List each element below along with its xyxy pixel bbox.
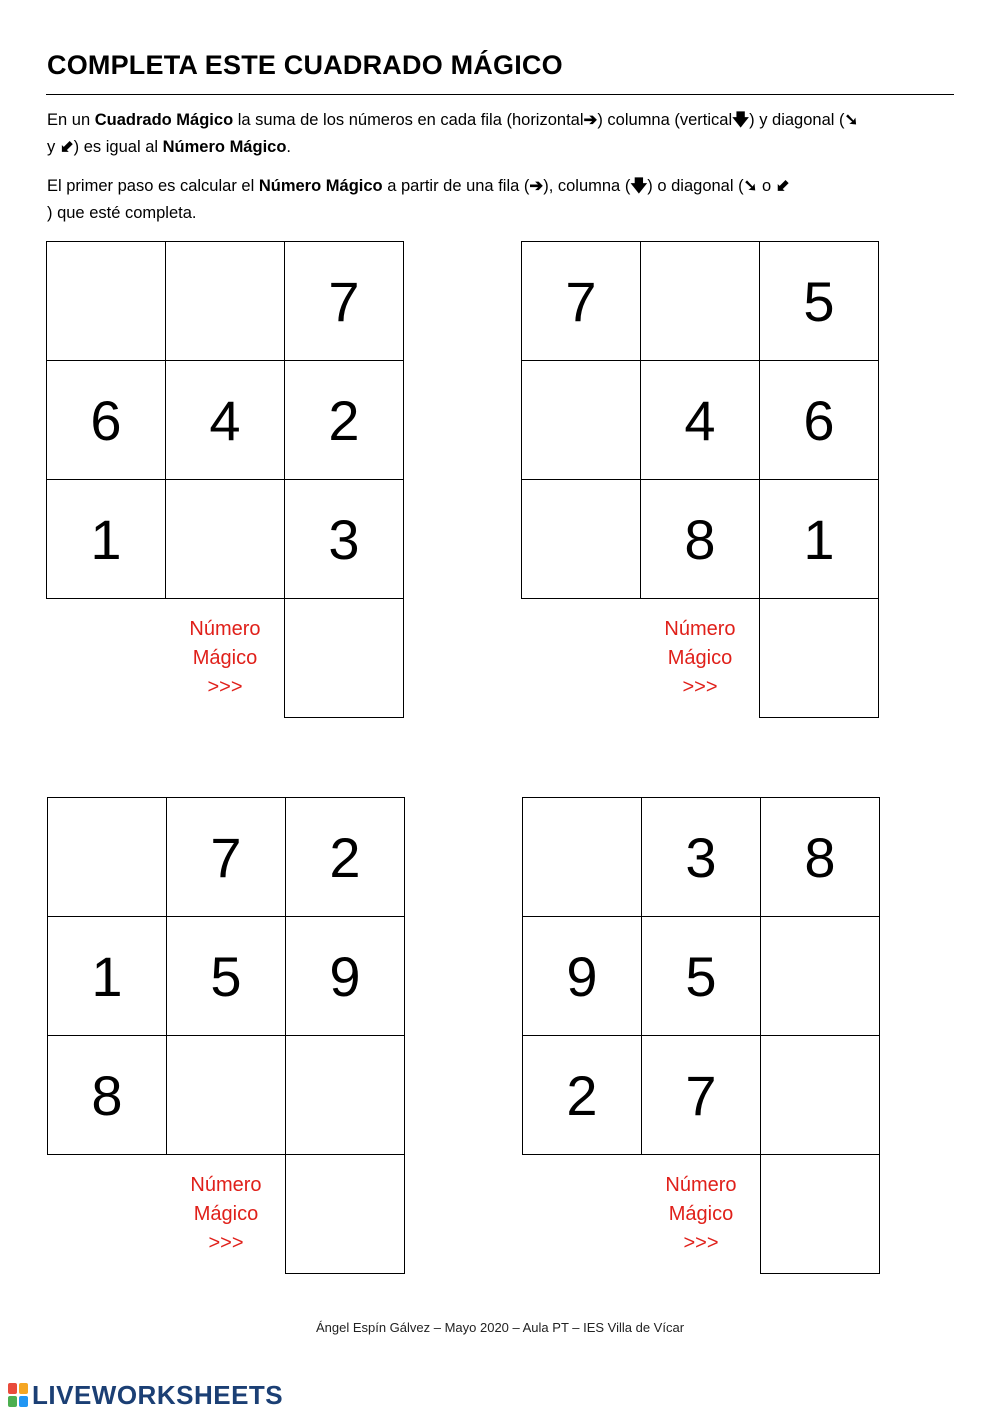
intro-text: ) es igual al	[73, 138, 163, 156]
grid-cell	[641, 1035, 761, 1155]
cell-number: 9	[329, 944, 361, 1008]
cell-answer-input[interactable]	[47, 242, 165, 360]
grid-cell	[759, 360, 879, 480]
cell-answer-input[interactable]	[166, 480, 284, 598]
grid-cell	[46, 360, 166, 480]
intro-bold-term: Número Mágico	[162, 138, 287, 156]
cell-answer-input[interactable]	[48, 798, 166, 916]
arrow-diagonal-down-left-icon: ⬋	[775, 177, 790, 195]
instructions-paragraph-2	[47, 173, 957, 227]
grid-cell[interactable]	[165, 479, 285, 599]
grid-cell	[285, 797, 405, 917]
magic-number-label	[166, 1171, 286, 1258]
grid-cell[interactable]	[285, 1035, 405, 1155]
cell-answer-input[interactable]	[167, 1036, 285, 1154]
magic-number-label-line: Número	[665, 1174, 737, 1196]
grid-cell	[641, 797, 761, 917]
magic-number-label-line: Número	[664, 618, 736, 640]
cell-number: 6	[803, 388, 835, 452]
grid-cell	[759, 479, 879, 599]
cell-number: 8	[91, 1063, 123, 1127]
intro-text: y	[47, 138, 60, 156]
cell-answer-input[interactable]	[523, 798, 641, 916]
instructions-paragraph-1	[47, 107, 957, 161]
grid-cell[interactable]	[47, 797, 167, 917]
magic-square-2	[521, 241, 879, 721]
grid-cell	[165, 360, 285, 480]
grid-cell	[760, 797, 880, 917]
grid-cell	[641, 916, 761, 1036]
cell-number: 4	[684, 388, 716, 452]
grid-cell	[46, 479, 166, 599]
grid-cell[interactable]	[760, 1035, 880, 1155]
grid-cell	[522, 916, 642, 1036]
intro-text: o	[757, 177, 776, 195]
magic-number-input[interactable]	[286, 1155, 404, 1273]
intro-bold-term: Número Mágico	[258, 177, 383, 195]
grid-cell	[640, 360, 760, 480]
intro-text: a partir de una fila (	[382, 177, 530, 195]
cell-answer-input[interactable]	[641, 242, 759, 360]
arrow-diagonal-down-right-icon: ➘	[743, 177, 758, 195]
arrow-right-icon: ➔	[583, 111, 598, 129]
magic-number-label	[641, 1171, 761, 1258]
grid-cell	[166, 916, 286, 1036]
grid-cell[interactable]	[521, 360, 641, 480]
cell-number: 5	[685, 944, 717, 1008]
cell-number: 5	[210, 944, 242, 1008]
grid-cell	[284, 479, 404, 599]
liveworksheets-logo	[8, 1380, 283, 1410]
cell-number: 9	[566, 944, 598, 1008]
magic-number-label-line: >>>	[208, 1232, 244, 1254]
intro-text: ) y diagonal (	[749, 111, 845, 129]
cell-number: 7	[565, 269, 597, 333]
intro-text: la suma de los números en cada fila (horizontal	[233, 111, 584, 129]
cell-answer-input[interactable]	[522, 480, 640, 598]
magic-number-input[interactable]	[761, 1155, 879, 1273]
magic-number-label-line: Mágico	[667, 647, 733, 669]
cell-number: 7	[210, 825, 242, 889]
cell-number: 3	[328, 507, 360, 571]
cell-number: 8	[684, 507, 716, 571]
cell-number: 7	[685, 1063, 717, 1127]
magic-square-3	[47, 797, 405, 1277]
cell-number: 1	[803, 507, 835, 571]
logo-block	[19, 1383, 28, 1394]
intro-bold-term: Cuadrado Mágico	[94, 111, 234, 129]
magic-number-label-line: Número	[189, 618, 261, 640]
grid-cell	[522, 1035, 642, 1155]
grid-cell	[47, 1035, 167, 1155]
grid-cell[interactable]	[640, 241, 760, 361]
intro-text: ) columna (vertical	[597, 111, 733, 129]
cell-number: 1	[91, 944, 123, 1008]
cell-number: 2	[329, 825, 361, 889]
logo-block	[8, 1396, 17, 1407]
logo-text: LIVEWORKSHEETS	[32, 1379, 284, 1410]
magic-number-box[interactable]	[284, 598, 404, 718]
cell-number: 2	[328, 388, 360, 452]
grid-cell[interactable]	[522, 797, 642, 917]
grid-cell[interactable]	[165, 241, 285, 361]
intro-text: En un	[47, 111, 95, 129]
magic-number-label	[165, 615, 285, 702]
cell-number: 2	[566, 1063, 598, 1127]
cell-number: 6	[90, 388, 122, 452]
magic-number-input[interactable]	[285, 599, 403, 717]
cell-answer-input[interactable]	[166, 242, 284, 360]
cell-answer-input[interactable]	[761, 917, 879, 1035]
grid-cell[interactable]	[166, 1035, 286, 1155]
intro-text: ) que esté completa.	[47, 204, 197, 222]
arrow-right-icon: ➔	[529, 177, 544, 195]
magic-number-label-line: >>>	[682, 676, 718, 698]
grid-cell	[284, 360, 404, 480]
magic-number-box[interactable]	[759, 598, 879, 718]
magic-square-1	[46, 241, 404, 721]
arrow-down-icon: 🡇	[732, 111, 750, 129]
grid-cell	[166, 797, 286, 917]
grid-cell	[284, 241, 404, 361]
grid-cell	[285, 916, 405, 1036]
arrow-down-icon: 🡇	[630, 177, 648, 195]
cell-answer-input[interactable]	[761, 1036, 879, 1154]
logo-block	[19, 1396, 28, 1407]
cell-number: 1	[90, 507, 122, 571]
magic-number-label-line: Mágico	[192, 647, 258, 669]
grid-cell	[640, 479, 760, 599]
cell-answer-input[interactable]	[522, 361, 640, 479]
arrow-diagonal-down-left-icon: ⬋	[59, 138, 74, 156]
cell-number: 5	[803, 269, 835, 333]
page-title: COMPLETA ESTE CUADRADO MÁGICO	[47, 50, 563, 80]
cell-number: 3	[685, 825, 717, 889]
magic-number-box[interactable]	[760, 1154, 880, 1274]
magic-number-label-line: Mágico	[193, 1203, 259, 1225]
title-divider	[46, 94, 954, 95]
grid-cell	[47, 916, 167, 1036]
magic-number-label	[640, 615, 760, 702]
footer-credits: Ángel Espín Gálvez – Mayo 2020 – Aula PT – IES Villa de Vícar	[315, 1320, 685, 1335]
magic-number-label-line: >>>	[683, 1232, 719, 1254]
intro-text: .	[286, 138, 292, 156]
intro-text: ), columna (	[543, 177, 631, 195]
cell-answer-input[interactable]	[286, 1036, 404, 1154]
magic-number-label-line: Número	[190, 1174, 262, 1196]
cell-number: 8	[804, 825, 836, 889]
logo-mark-icon	[8, 1383, 28, 1407]
grid-cell[interactable]	[760, 916, 880, 1036]
magic-number-label-line: Mágico	[668, 1203, 734, 1225]
magic-number-label-line: >>>	[207, 676, 243, 698]
magic-square-4	[522, 797, 880, 1277]
magic-number-box[interactable]	[285, 1154, 405, 1274]
intro-text: El primer paso es calcular el	[47, 177, 259, 195]
cell-number: 7	[328, 269, 360, 333]
grid-cell	[759, 241, 879, 361]
magic-number-input[interactable]	[760, 599, 878, 717]
intro-text: ) o diagonal (	[647, 177, 744, 195]
grid-cell[interactable]	[521, 479, 641, 599]
cell-number: 4	[209, 388, 241, 452]
arrow-diagonal-down-right-icon: ➘	[844, 111, 859, 129]
grid-cell	[521, 241, 641, 361]
logo-block	[8, 1383, 17, 1394]
grid-cell[interactable]	[46, 241, 166, 361]
